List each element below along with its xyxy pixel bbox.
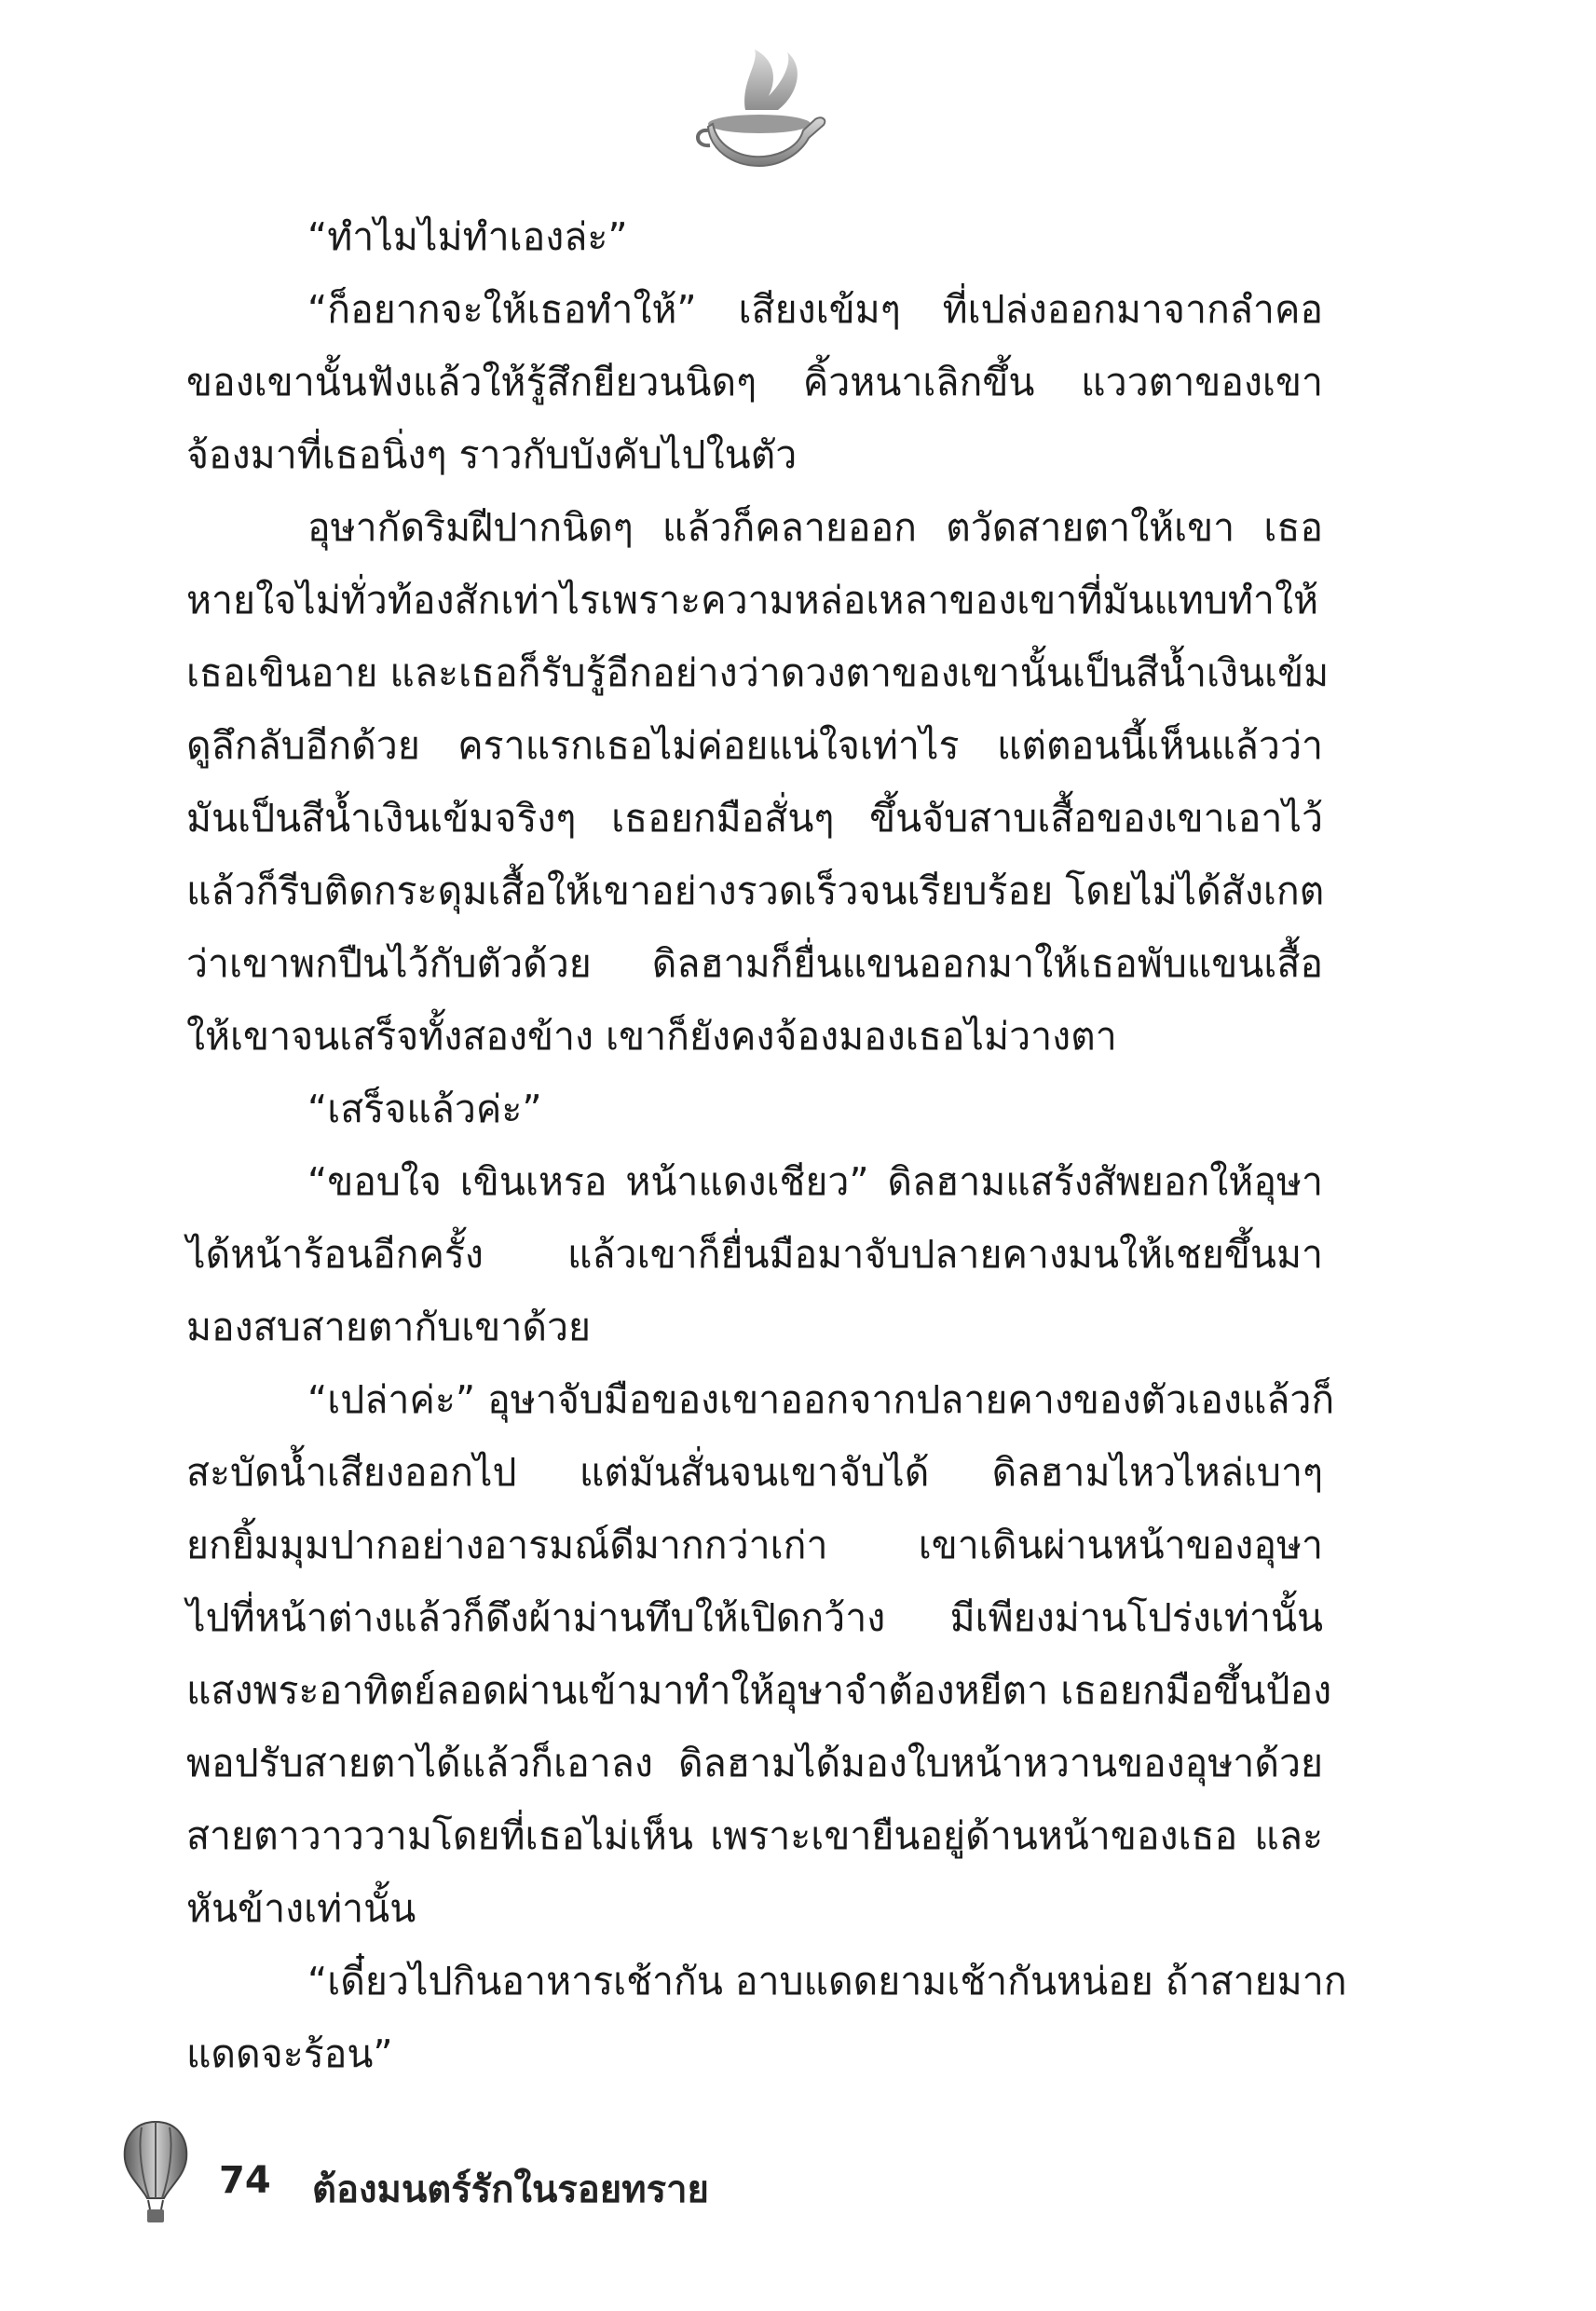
text-line: “เดี๋ยวไปกินอาหารเช้ากัน อาบแดดยามเช้ากันหน่อย ถ้าสายมาก bbox=[307, 1959, 1347, 2003]
text-line: ดูลึกลับอีกด้วย คราแรกเธอไม่ค่อยแน่ใจเท่าไร แต่ตอนนี้เห็นแล้วว่า bbox=[186, 723, 1323, 768]
text-line: ของเขานั้นฟังแล้วให้รู้สึกยียวนนิดๆ คิ้วหนาเลิกขึ้น แววตาของเขา bbox=[186, 360, 1323, 404]
text-line: จ้องมาที่เธอนิ่งๆ ราวกับบังคับไปในตัว bbox=[186, 432, 798, 477]
text-line: แล้วก็รีบติดกระดุมเสื้อให้เขาอย่างรวดเร็วจนเรียบร้อย โดยไม่ได้สังเกต bbox=[186, 868, 1325, 913]
text-line: “ก็อยากจะให้เธอทำให้” เสียงเข้มๆ ที่เปล่งออกมาจากลำคอ bbox=[307, 287, 1323, 332]
text-line: มองสบสายตากับเขาด้วย bbox=[186, 1305, 592, 1349]
text-line: ให้เขาจนเสร็จทั้งสองข้าง เขาก็ยังคงจ้องมองเธอไม่วางตา bbox=[186, 1014, 1117, 1059]
text-line: แสงพระอาทิตย์ลอดผ่านเข้ามาทำให้อุษาจำต้องหยีตา เธอยกมือขึ้นป้อง bbox=[186, 1668, 1332, 1713]
book-title: ต้องมนตร์รักในรอยทราย bbox=[312, 2168, 709, 2211]
page-number: 74 bbox=[219, 2159, 271, 2202]
text-line: ยกยิ้มมุมปากอย่างอารมณ์ดีมากกว่าเก่า เขาเดินผ่านหน้าของอุษา bbox=[186, 1523, 1323, 1567]
text-line: ได้หน้าร้อนอีกครั้ง แล้วเขาก็ยื่นมือมาจับปลายคางมนให้เชยขึ้นมา bbox=[186, 1232, 1323, 1277]
text-line: “ขอบใจ เขินเหรอ หน้าแดงเชียว” ดิลฮามแสร้งสัพยอกให้อุษา bbox=[307, 1159, 1323, 1204]
text-line: ไปที่หน้าต่างแล้วก็ดึงผ้าม่านทึบให้เปิดกว้าง มีเพียงม่านโปร่งเท่านั้น bbox=[186, 1595, 1323, 1640]
text-line: มันเป็นสีน้ำเงินเข้มจริงๆ เธอยกมือสั่นๆ ขึ้นจับสาบเสื้อของเขาเอาไว้ bbox=[186, 796, 1323, 841]
lamp-ornament-icon bbox=[689, 45, 829, 171]
text-line: “เสร็จแล้วค่ะ” bbox=[307, 1087, 542, 1131]
text-line: อุษากัดริมฝีปากนิดๆ แล้วก็คลายออก ตวัดสายตาให้เขา เธอ bbox=[307, 505, 1323, 550]
text-line: หันข้างเท่านั้น bbox=[186, 1886, 416, 1931]
text-line: “เปล่าค่ะ” อุษาจับมือของเขาออกจากปลายคางของตัวเองแล้วก็ bbox=[307, 1377, 1335, 1422]
page-footer bbox=[121, 2120, 1332, 2232]
text-line: หายใจไม่ทั่วท้องสักเท่าไรเพราะความหล่อเหลาของเขาที่มันแทบทำให้ bbox=[186, 578, 1318, 622]
text-line: ว่าเขาพกปืนไว้กับตัวด้วย ดิลฮามก็ยื่นแขนออกมาให้เธอพับแขนเสื้อ bbox=[186, 941, 1323, 986]
hot-air-balloon-icon bbox=[121, 2120, 191, 2227]
text-line: “ทำไมไม่ทำเองล่ะ” bbox=[307, 214, 628, 259]
body-text bbox=[186, 200, 1347, 2090]
text-line: แดดจะร้อน” bbox=[186, 2031, 393, 2076]
text-line: สะบัดน้ำเสียงออกไป แต่มันสั่นจนเขาจับได้ ดิลฮามไหวไหล่เบาๆ bbox=[186, 1450, 1323, 1495]
text-line: พอปรับสายตาได้แล้วก็เอาลง ดิลฮามได้มองใบหน้าหวานของอุษาด้วย bbox=[186, 1741, 1323, 1785]
text-line: เธอเขินอาย และเธอก็รับรู้อีกอย่างว่าดวงตาของเขานั้นเป็นสีน้ำเงินเข้ม bbox=[186, 650, 1330, 695]
text-line: สายตาวาววามโดยที่เธอไม่เห็น เพราะเขายืนอยู่ด้านหน้าของเธอ และ bbox=[186, 1813, 1323, 1858]
